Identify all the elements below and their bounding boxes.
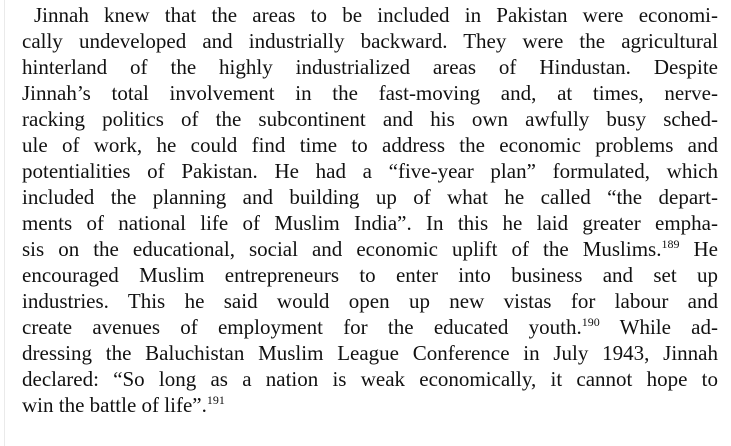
paragraph-line-11: [22, 262, 718, 288]
line-text: potentialities of Pakistan. He had a “five-year plan” formulated, which: [22, 159, 718, 183]
paragraph-line-7: [22, 158, 718, 184]
paragraph-line-6: [22, 132, 718, 158]
paragraph-line-2: [22, 28, 718, 54]
line-text: encouraged Muslim entrepreneurs to enter into business and set up: [22, 263, 718, 287]
line-text: dressing the Baluchistan Muslim League Conference in July 1943, Jinnah: [22, 341, 718, 365]
paragraph-line-15: [22, 366, 718, 392]
line-text: Jinnah’s total involvement in the fast-moving and, at times, nerve-: [22, 81, 718, 105]
paragraph-line-13: [22, 314, 718, 340]
line-text: ule of work, he could find time to address the economic problems and: [22, 133, 718, 157]
footnote-ref-191: 191: [206, 393, 225, 407]
paragraph-line-1: [34, 2, 718, 28]
paragraph-line-4: [22, 80, 718, 106]
line-text-after: While ad-: [599, 315, 718, 339]
line-text: racking politics of the subcontinent and his own awfully busy sched-: [22, 107, 718, 131]
scan-edge-line: [4, 0, 5, 446]
paragraph-line-5: [22, 106, 718, 132]
line-text: win the battle of life”.: [22, 393, 207, 417]
line-text: hinterland of the highly industrialized areas of Hindustan. Despite: [22, 55, 718, 79]
footnote-ref-189: 189: [661, 237, 680, 251]
paragraph-line-8: [22, 184, 718, 210]
paragraph-line-3: [22, 54, 718, 80]
paragraph-line-14: [22, 340, 718, 366]
paragraph-line-12: [22, 288, 718, 314]
paragraph-line-9: [22, 210, 718, 236]
paragraph-line-16: [22, 392, 718, 418]
line-text-after: He: [679, 237, 718, 261]
line-text: Jinnah knew that the areas to be included in Pakistan were economi-: [34, 3, 718, 27]
line-text: industries. This he said would open up new vistas for labour and: [22, 289, 718, 313]
line-text: included the planning and building up of what he called “the depart-: [22, 185, 718, 209]
line-text: ments of national life of Muslim India”. In this he laid greater empha-: [22, 211, 718, 235]
line-text: declared: “So long as a nation is weak economically, it cannot hope to: [22, 367, 718, 391]
line-text: cally undeveloped and industrially backward. They were the agricultural: [22, 29, 718, 53]
line-text: create avenues of employment for the educated youth.: [22, 315, 582, 339]
footnote-ref-190: 190: [581, 315, 600, 329]
line-text: sis on the educational, social and economic uplift of the Muslims.: [22, 237, 662, 261]
paragraph-line-10: [22, 236, 718, 262]
